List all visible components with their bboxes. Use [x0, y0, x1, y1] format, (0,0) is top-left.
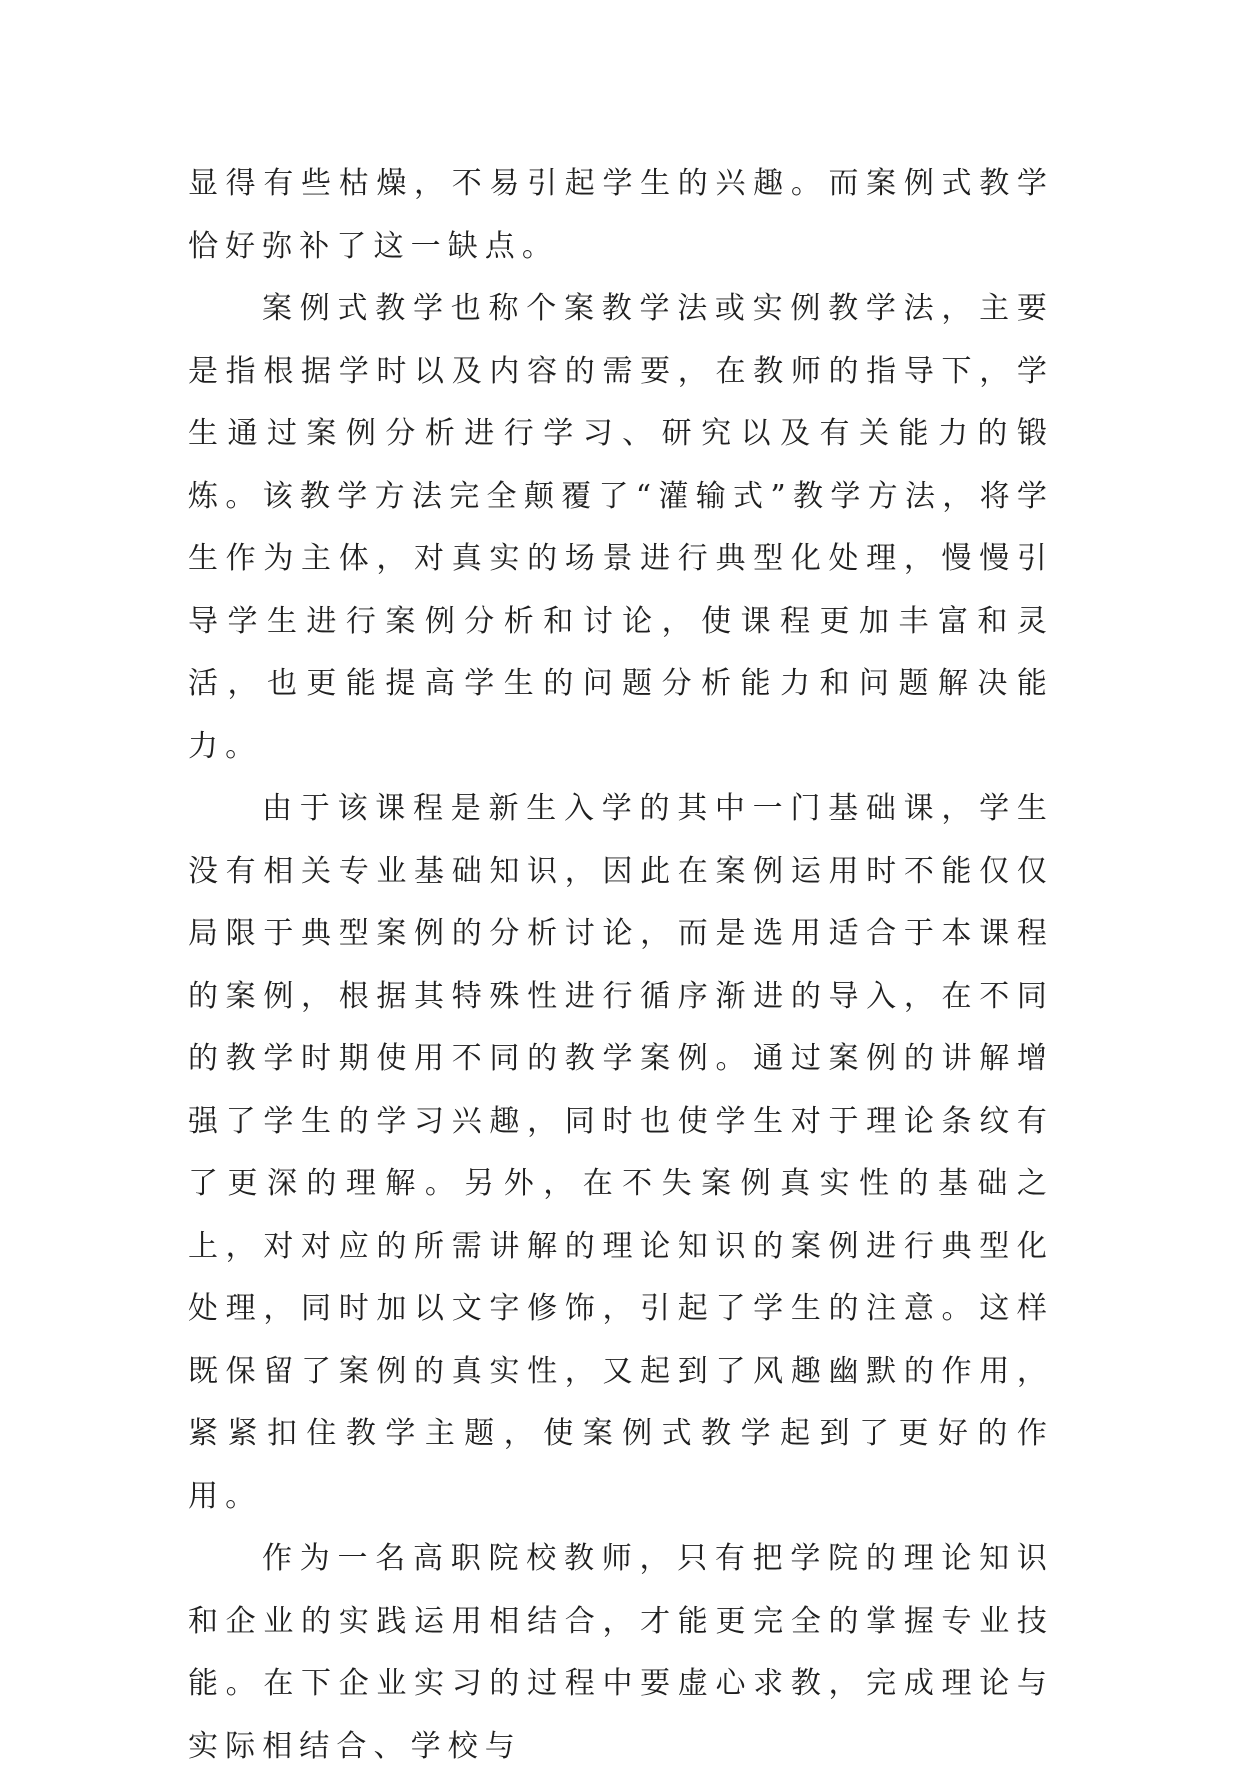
paragraph-4: 作为一名高职院校教师，只有把学院的理论知识和企业的实践运用相结合，才能更完全的掌握专业技能。在下企业实习的过程中要虚心求教，完成理论与实际相结合、学校与 [188, 1541, 1054, 1764]
paragraph-1: 显得有些枯燥，不易引起学生的兴趣。而案例式教学恰好弥补了这一缺点。 [188, 166, 1054, 264]
paragraph-2: 案例式教学也称个案教学法或实例教学法，主要是指根据学时以及内容的需要，在教师的指导下，学生通过案例分析进行学习、研究以及有关能力的锻炼。该教学方法完全颠覆了“灌输式”教学方法，将学生作为主体，对真实的场景进行典型化处理，慢慢引导学生进行案例分析和讨论，使课程更加丰富和灵活，也更能提高学生的问题分析能力和问题解决能力。 [188, 291, 1054, 764]
document-body [188, 153, 1054, 1778]
paragraph-3: 由于该课程是新生入学的其中一门基础课，学生没有相关专业基础知识，因此在案例运用时不能仅仅局限于典型案例的分析讨论，而是选用适合于本课程的案例，根据其特殊性进行循序渐进的导入，在不同的教学时期使用不同的教学案例。通过案例的讲解增强了学生的学习兴趣，同时也使学生对于理论条纹有了更深的理解。另外，在不失案例真实性的基础之上，对对应的所需讲解的理论知识的案例进行典型化处理，同时加以文字修饰，引起了学生的注意。这样既保留了案例的真实性，又起到了风趣幽默的作用，紧紧扣住教学主题，使案例式教学起到了更好的作用。 [188, 791, 1054, 1514]
